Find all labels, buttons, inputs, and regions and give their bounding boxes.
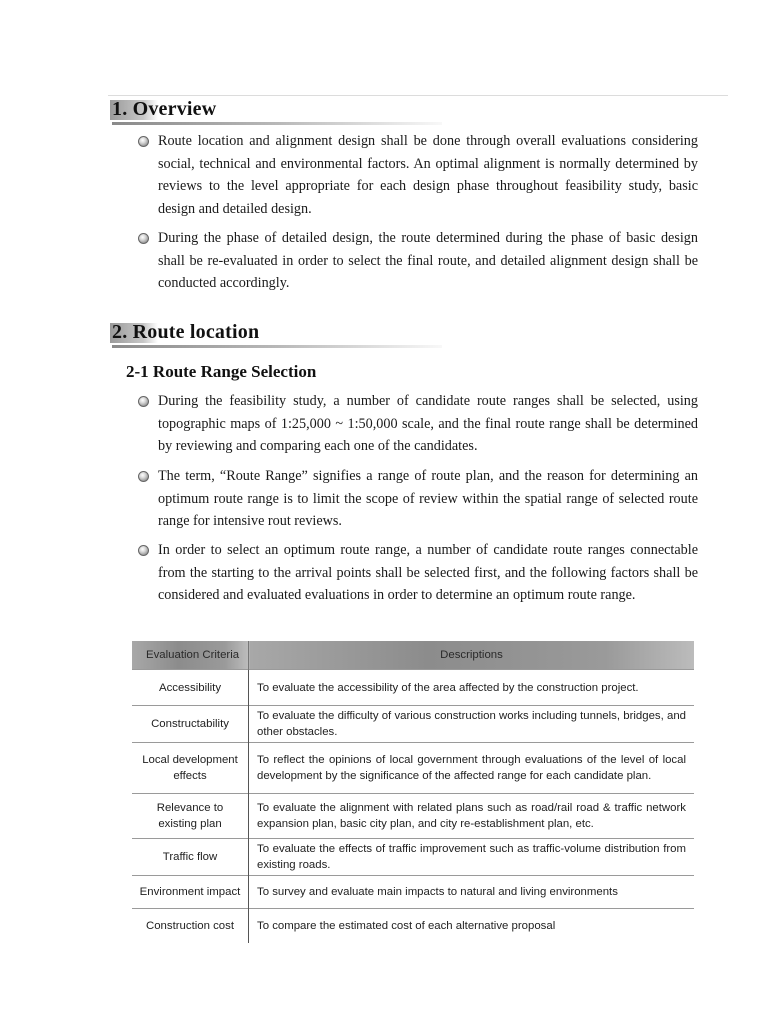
criteria-cell: Accessibility xyxy=(132,670,249,706)
description-cell: To evaluate the alignment with related plans such as road/rail road & traffic network expansion plan, basic city plan, and city re-establishment plan, etc. xyxy=(249,794,695,839)
overview-bullet-1 xyxy=(138,130,698,220)
section-title-text: 2. Route location xyxy=(112,321,260,343)
bullet-text: Route location and alignment design shall be done through overall evaluations considering social, technical and environmental factors. An optimal alignment is normally determined by reviews to the level appropriate for each design phase throughout feasibility study, basic design and detailed design. xyxy=(158,133,698,217)
table-row xyxy=(132,706,694,743)
criteria-cell: Local development effects xyxy=(132,743,249,794)
criteria-cell: Constructability xyxy=(132,706,249,743)
description-cell: To evaluate the accessibility of the area affected by the construction project. xyxy=(249,670,695,706)
table-row xyxy=(132,909,694,944)
criteria-cell: Construction cost xyxy=(132,909,249,944)
evaluation-criteria-table xyxy=(132,641,694,943)
table-row xyxy=(132,876,694,909)
criteria-cell: Relevance to existing plan xyxy=(132,794,249,839)
bullet-icon xyxy=(138,136,149,147)
description-cell: To reflect the opinions of local government through evaluations of the level of local development by the significance of the affected range for each candidate plan. xyxy=(249,743,695,794)
table-row xyxy=(132,743,694,794)
route-range-bullet-2 xyxy=(138,465,698,533)
bullet-text: In order to select an optimum route range, a number of candidate route ranges connectable from the starting to the arrival points shall be selected first, and the following factors shall be considered and evaluated evaluations in order to determine an optimum route range. xyxy=(158,542,698,603)
section-title-text: 1. Overview xyxy=(112,98,217,120)
description-cell: To compare the estimated cost of each alternative proposal xyxy=(249,909,695,944)
section-underline xyxy=(112,122,442,125)
subsection-title-route-range-selection: 2-1 Route Range Selection xyxy=(126,362,317,381)
header-descriptions: Descriptions xyxy=(249,641,695,670)
section-underline xyxy=(112,345,442,348)
bullet-icon xyxy=(138,471,149,482)
overview-bullet-2 xyxy=(138,227,698,295)
bullet-icon xyxy=(138,396,149,407)
section-title-overview xyxy=(112,96,442,122)
description-cell: To survey and evaluate main impacts to natural and living environments xyxy=(249,876,695,909)
section-title-route-location xyxy=(112,319,442,345)
header-evaluation-criteria: Evaluation Criteria xyxy=(132,641,249,670)
table-header-row xyxy=(132,641,694,670)
route-range-bullet-3 xyxy=(138,539,698,607)
bullet-text: During the phase of detailed design, the route determined during the phase of basic design shall be re-evaluated in order to select the final route, and detailed alignment design shall be conducted accordingly. xyxy=(158,230,698,291)
table-row xyxy=(132,670,694,706)
criteria-cell: Traffic flow xyxy=(132,839,249,876)
description-cell: To evaluate the effects of traffic improvement such as traffic-volume distribution from existing roads. xyxy=(249,839,695,876)
table-row xyxy=(132,794,694,839)
route-range-bullet-1 xyxy=(138,390,698,458)
criteria-cell: Environment impact xyxy=(132,876,249,909)
bullet-text: The term, “Route Range” signifies a range of route plan, and the reason for determining an optimum route range is to limit the scope of review within the spatial range of selected route range for intensive rout reviews. xyxy=(158,468,698,529)
bullet-icon xyxy=(138,545,149,556)
bullet-icon xyxy=(138,233,149,244)
table-row xyxy=(132,839,694,876)
description-cell: To evaluate the difficulty of various construction works including tunnels, bridges, and other obstacles. xyxy=(249,706,695,743)
bullet-text: During the feasibility study, a number of candidate route ranges shall be selected, using topographic maps of 1:25,000 ~ 1:50,000 scale, and the final route range shall be determined by reviewing and comparing each one of the candidates. xyxy=(158,393,698,454)
